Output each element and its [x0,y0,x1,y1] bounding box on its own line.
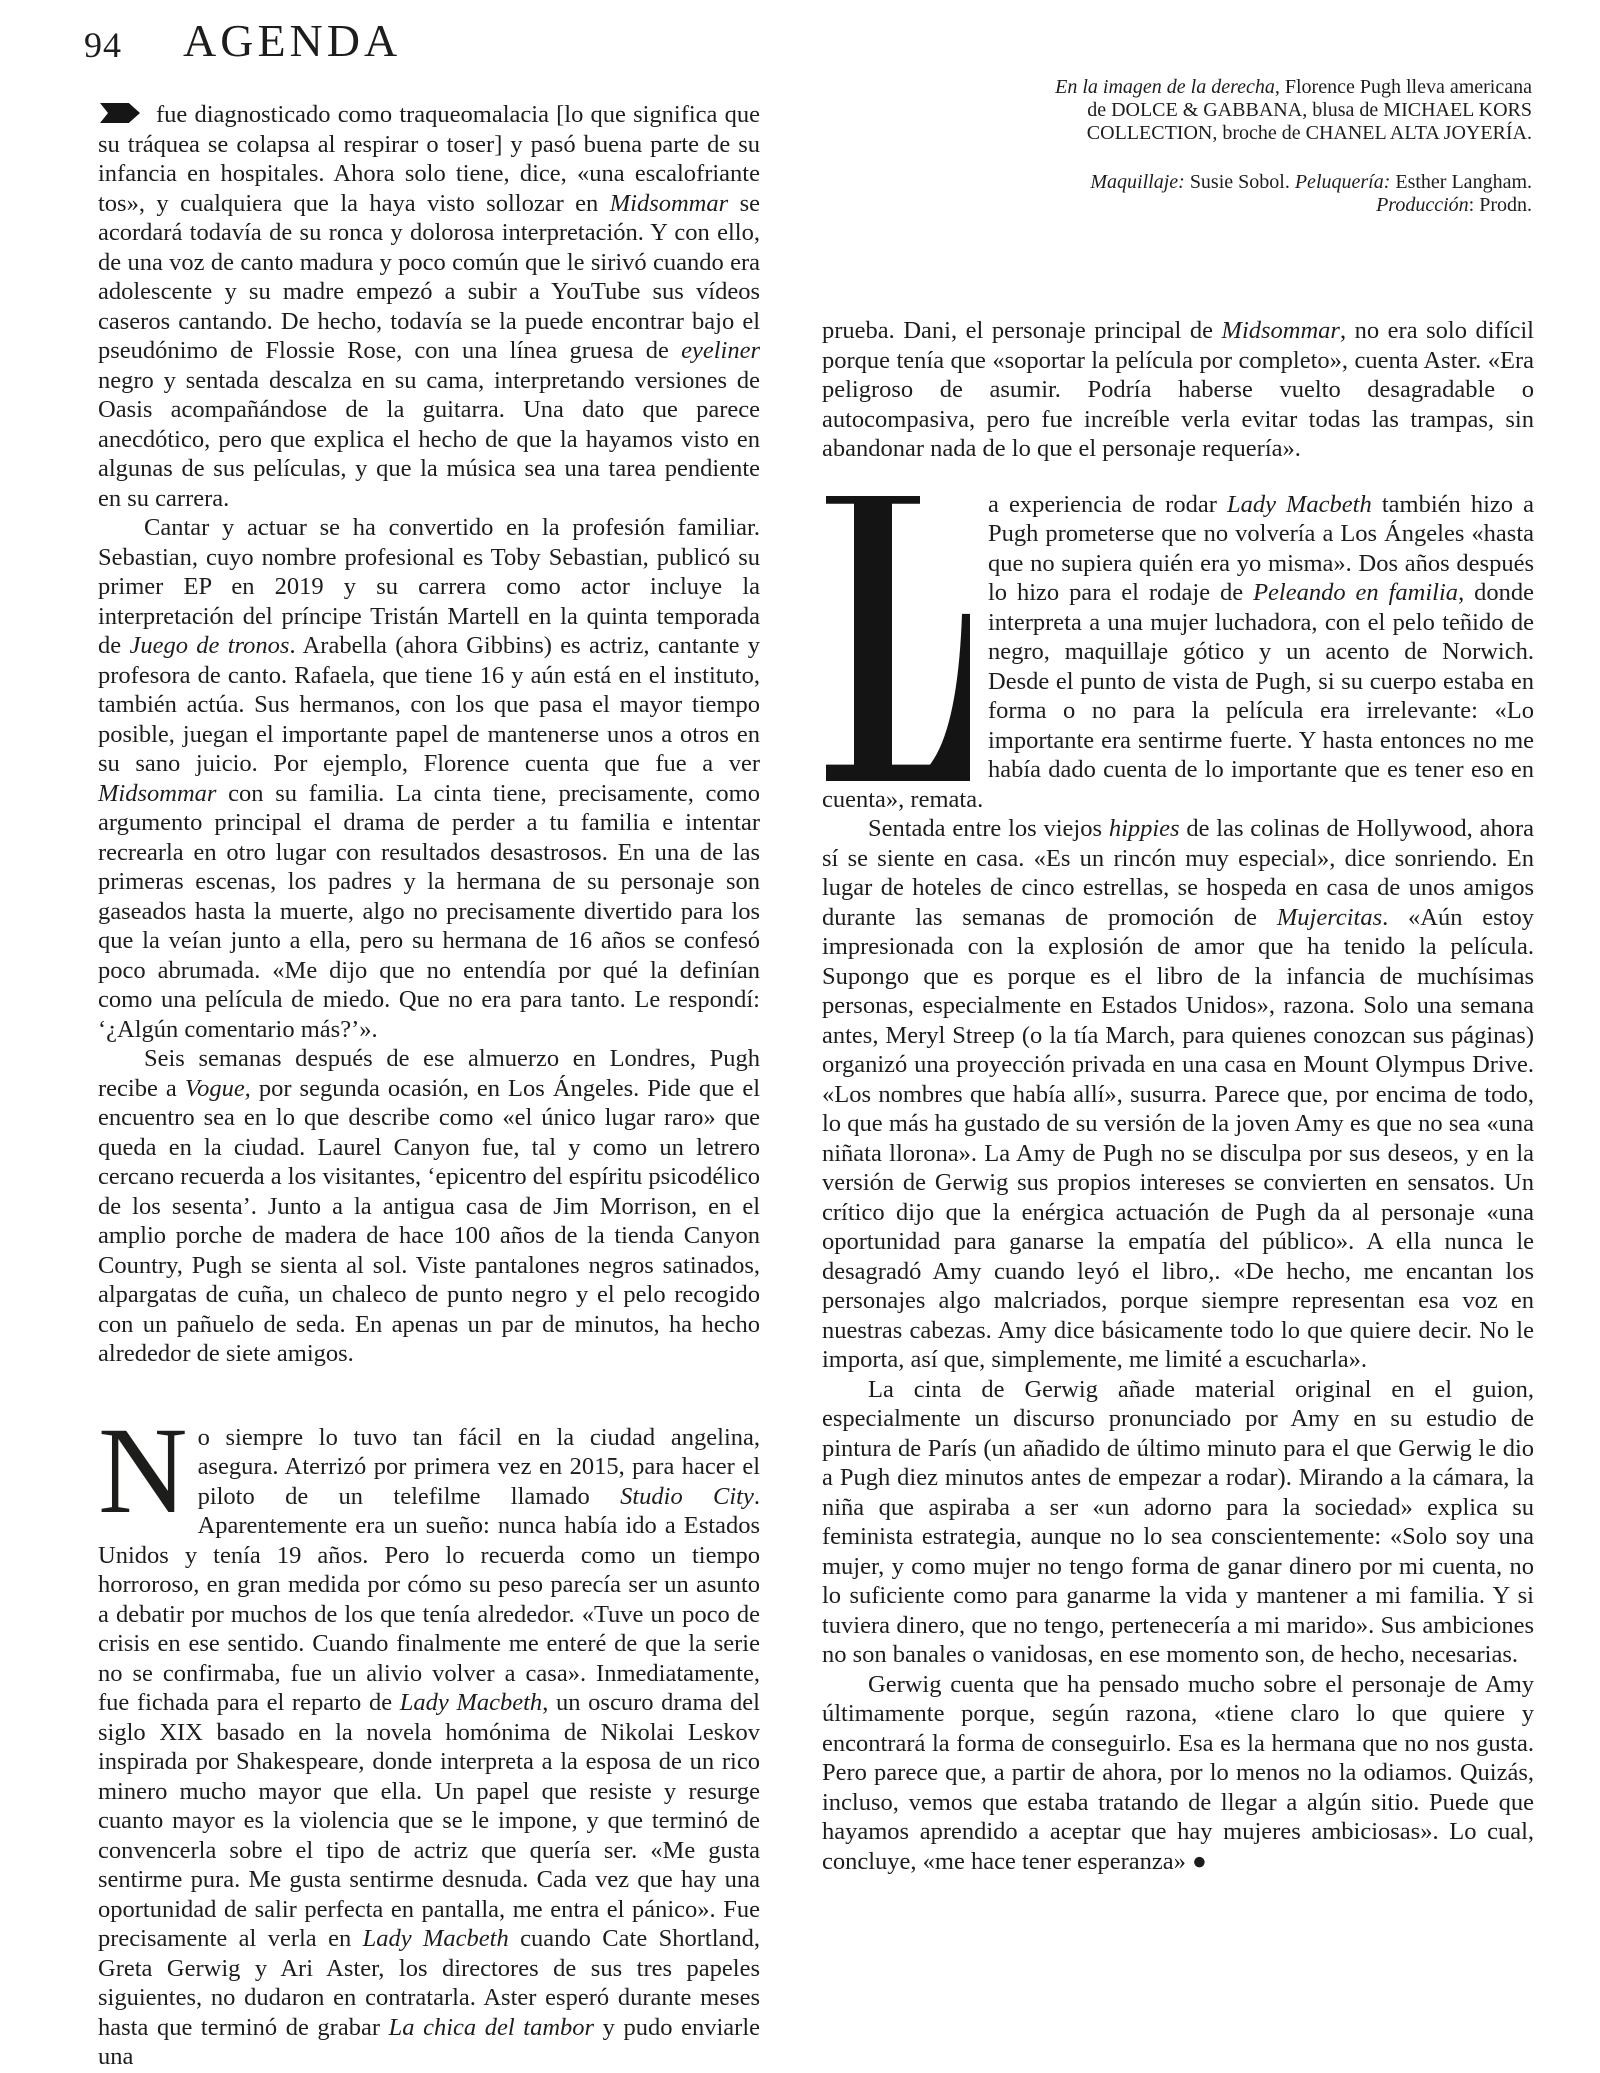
text-run: Gerwig cuenta que ha pensado mucho sobre el personaje de Amy últimamente porque, según razona, «tiene claro lo que quiere y encontrará la forma de conseguirlo. Esa es la hermana que no nos gusta. Pero parece que, a partir de ahora, por lo menos no la odiamos. Quizás, incluso, vemos que estaba tratando de llegar a algún sitio. Puede que hayamos aprendido a aceptar que hay mujeres ambiciosas». Lo cual, concluye, «me hace tener esperanza» ● [822,1670,1534,1875]
body-paragraph [98,1044,760,1369]
photo-credits-caption [1032,76,1532,145]
italic-text: Midsommar [98,779,217,807]
text-run: con su familia. La cinta tiene, precisamente, como argumento principal el drama de perder a tu familia e intentar recrearla en otro lugar con resultados desastrosos. En una de las primeras escenas, los padres y la hermana de su personaje son gaseados hasta la muerte, algo no precisamente divertido para los que la veían junto a ella, pero su hermana de 16 años se confesó poco abrumada. «Me dijo que no entendía por qué la definían como una película de miedo. Que no era para tanto. Le respondí: ‘¿Algún comentario más?’». [98,779,760,1043]
dropcap-letter-L [822,496,972,781]
text-run: Esther Langham. [1390,171,1532,193]
section-title: AGENDA [183,15,402,66]
text-run: La cinta de Gerwig añade material original en el guion, especialmente un discurso pronunciado por Amy en su estudio de pintura de París (un añadido de último minuto para el que Gerwig le dio a Pugh diez minutos antes de empezar a rodar). Mirando a la cámara, la niña que aspiraba a ser «un adorno para la sociedad» explica su feminista estrategia, aunque no lo sea conscientemente: «Solo soy una mujer, y como mujer no tengo forma de ganar dinero por mi cuenta, no lo suficiente como para ganarme la vida y mantener a mi familia. Y si tuviera dinero, que no tengo, pertenecería a mi marido». Sus ambiciones no son banales o vanidosas, en ese momento son, de hecho, necesarias. [822,1375,1534,1668]
page-number: 94 [84,25,122,65]
text-run: fue diagnosticado como traqueomalacia [lo que significa que su tráquea se colapsa al respirar o toser] y pasó buena parte de su infancia en hospitales. Ahora solo tiene, dice, «una escalofriante tos», y cualquiera que la haya visto sollozar en [98,101,760,217]
text-run: , no era solo difícil porque tenía que «soportar la película por completo», cuenta Aster. «Era peligroso de asumir. Podría haberse vuelto desagradable o autocompasiva, pero fue increíble verla evitar todas las trampas, sin abandonar nada de lo que el personaje requería». [822,317,1534,462]
italic-text: Vogue, [184,1074,251,1102]
text-run: . Arabella (ahora Gibbins) es actriz, cantante y profesora de canto. Rafaela, que tiene 16 y aún está en el instituto, también actúa. Sus hermanos, con los que pasa el mayor tiempo posible, juegan el importante papel de mantenerse unos a otros en su sano juicio. Por ejemplo, Florence cuenta que fue a ver [98,632,761,777]
text-run: también hizo a Pugh prometerse que no volvería a Los Ángeles «hasta que no supiera quién era yo misma». Dos años después lo hizo para el rodaje de [988,490,1534,606]
italic-text: Maquillaje: [1090,171,1185,193]
body-paragraph [822,1375,1534,1670]
italic-text: Producción [1376,194,1469,216]
text-run: . Aparentemente era un sueño: nunca había ido a Estados Unidos y tenía 19 años. Pero lo recuerda como un tiempo horroroso, en gran medida por cómo su peso parecía ser un asunto a debatir por muchos de los que tenía alrededor. «Tuve un poco de crisis en ese sentido. Cuando finalmente me enteré de que la serie no se confirmaba, fue un alivio volver a casa». Inmediatamente, fue fichada para el reparto de [98,1482,760,1716]
continuation-arrow-icon [100,103,140,123]
italic-text: Lady Macbeth [1226,490,1372,518]
italic-text: hippies [1108,815,1180,842]
text-run: Seis semanas después de ese almuerzo en Londres, Pugh recibe a [98,1045,760,1102]
body-paragraph [822,316,1534,464]
italic-text: La chica del tambor [388,2013,595,2041]
dropcap-letter-N: N [98,1401,188,1539]
italic-text: eyeliner [681,337,760,364]
text-run: negro y sentada descalza en su cama, interpretando versiones de Oasis acompañándose de la guitarra. Una dato que parece anecdótico, pero que explica el hecho de que la hayamos visto en algunas de sus películas, y que la música sea una tarea pendiente en su carrera. [98,366,760,512]
body-paragraph [98,100,760,513]
body-paragraph [822,814,1534,1375]
text-run: . «Aún estoy impresionada con la explosión de amor que ha tenido la película. Supongo que es porque es el libro de la infancia de muchísimas personas, especialmente en Estados Unidos», razona. Solo una semana antes, Meryl Streep (o la tía March, para quienes conozcan sus páginas) organizó una proyección privada en una casa en Mount Olympus Drive. «Los nombres que había allí», susurra. Parece que, por encima de todo, lo que más ha gustado de su versión de la joven Amy es que no sea «una niñata llorona». La Amy de Pugh no se disculpa por sus deseos, y en la versión de Gerwig sus propios intereses se convierten en sensatos. Un crítico dijo que la enérgica actuación de Pugh da al personaje «una oportunidad para ganarse la empatía del público». A ella nunca le desagradó Amy cuando leyó el libro,. «De hecho, me encantan los personajes algo malcriados, porque siempre representan esa voz en nuestras cabezas. Amy dice básicamente todo lo que quiere decir. No le importa, así que, simplemente, me limité a escucharla». [822,903,1534,1373]
text-run: , Florence Pugh lleva americana de DOLCE & GABBANA, blusa de MICHAEL KORS COLLECTION, broche de CHANEL ALTA JOYERÍA. [1086,76,1532,144]
text-run: de las colinas de Hollywood, ahora sí se siente en casa. «Es un rincón muy especial», dice sonriendo. En lugar de hoteles de cinco estrellas, se hospeda en casa de unos amigos durante las semanas de promoción de [822,815,1534,931]
text-run: a experiencia de rodar [988,490,1227,518]
text-run: , donde interpreta a una mujer luchadora, con el pelo teñido de negro, maquillaje gótico y un acento de Norwich. Desde el punto de vista de Pugh, si su cuerpo estaba en forma o no para la película era irrelevante: «Lo importante era sentirme fuerte. Y hasta entonces no me había dado cuenta de lo importante que es tener eso en cuenta», remata. [822,579,1535,813]
body-paragraph [98,1401,761,2072]
text-run: cuando Cate Shortland, Greta Gerwig y Ari Aster, los directores de sus tres papeles siguientes, no dudaron en contratarla. Aster esperó durante meses hasta que terminó de grabar [98,1925,760,2041]
italic-text: Studio City [620,1482,754,1510]
left-text-column [98,100,760,2072]
text-run: Cantar y actuar se ha convertido en la profesión familiar. Sebastian, cuyo nombre profesional es Toby Sebastian, publicó su primer EP en 2019 y su carrera como actor incluye la interpretación del príncipe Tristán Martell en la quinta temporada de [98,514,760,659]
italic-text: Midsommar [1221,317,1340,344]
text-run: , un oscuro drama del siglo XIX basado en la novela homónima de Nikolai Leskov inspirada por Shakespeare, donde interpreta a la esposa de un rico minero mucho mayor que ella. Un papel que resiste y resurge cuanto mayor es la violencia que se le impone, y que terminó de convencerla sobre el tipo de actriz que quería ser. «Me gusta sentirme pura. Me gusta sentirme desnuda. Cada vez que hay una oportunidad de salir perfecta en pantalla, me entra el pánico». Fue precisamente al verla en [98,1689,760,1952]
body-paragraph [98,513,760,1044]
italic-text: En la imagen de la derecha [1055,76,1275,98]
body-paragraph [822,1670,1534,1877]
body-paragraph [822,490,1534,815]
italic-text: Juego de tronos [129,632,290,659]
italic-text: Lady Macbeth [399,1689,543,1716]
italic-text: Lady Macbeth [362,1925,509,1952]
text-run: y pudo enviarle una [98,2013,761,2070]
italic-text: Mujercitas [1276,903,1383,931]
text-run: por segunda ocasión, en Los Ángeles. Pide que el encuentro sea en lo que describe como «el único lugar raro» que queda en la ciudad. Laurel Canyon fue, tal y como un letrero cercano recuerda a los visitantes, ‘epicentro del espíritu psicodélico de los sesenta’. Junto a la antigua casa de Jim Morrison, en el amplio porche de madera de hace 100 años de la tienda Canyon Country, Pugh se sienta al sol. Viste pantalones negros satinados, alpargatas de cuña, un chaleco de punto negro y el pelo recogido con un pañuelo de seda. En apenas un par de minutos, ha hecho alrededor de siete amigos. [98,1074,760,1367]
italic-text: Midsommar [609,189,729,217]
text-run: se acordará todavía de su ronca y dolorosa interpretación. Y con ello, de una voz de canto madura y poco común que le sirivó cuando era adolescente y su madre empezó a subir a YouTube sus vídeos caseros cantando. De hecho, todavía se la puede encontrar bajo el pseudónimo de Flossie Rose, con una línea gruesa de [98,189,760,364]
text-run: Sentada entre los viejos [868,815,1109,842]
italic-text: Peleando en familia [1253,579,1459,606]
text-run: Susie Sobol. [1184,171,1295,193]
text-run: prueba. Dani, el personaje principal de [822,317,1222,344]
italic-text: Peluquería: [1294,171,1391,193]
credits-block [1032,76,1532,217]
beauty-credits [1032,171,1532,217]
text-run: : Prodn. [1468,194,1532,216]
text-run: o siempre lo tuvo tan fácil en la ciudad angelina, asegura. Aterrizó por primera vez en 2015, para hacer el piloto de un telefilme llamado [197,1423,760,1510]
right-text-column [822,316,1534,1876]
